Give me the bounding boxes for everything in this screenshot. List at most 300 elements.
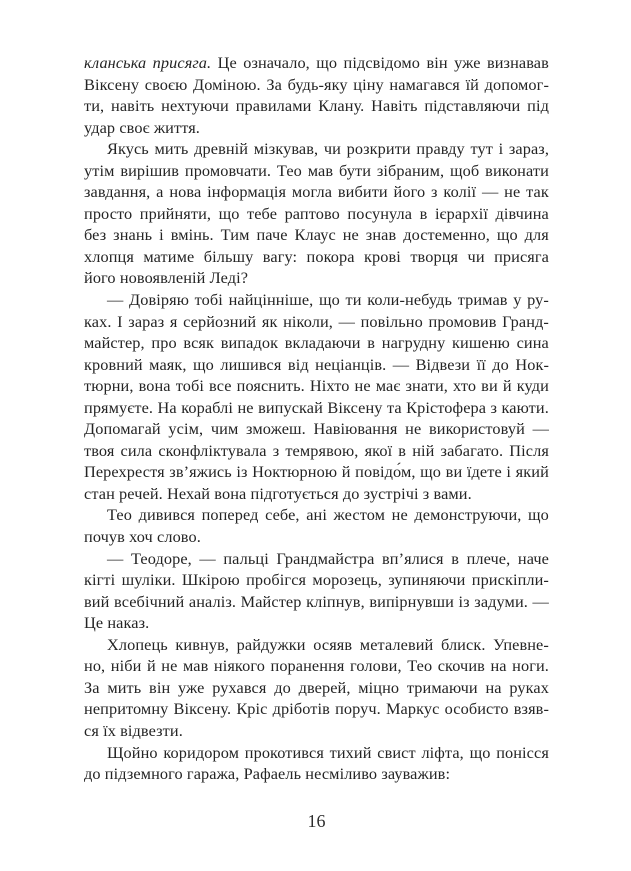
text-word: лишився <box>220 354 282 374</box>
text-word: І <box>117 311 123 331</box>
text-line <box>84 311 549 333</box>
text-word: визнавав <box>486 53 549 72</box>
text-word: ієрархії <box>434 203 488 223</box>
text-line <box>84 720 549 742</box>
text-line <box>84 526 549 548</box>
text-word: тебе <box>247 203 278 223</box>
text-word: — <box>532 591 549 611</box>
page-number: 16 <box>307 811 326 831</box>
text-word: вагу: <box>262 246 298 266</box>
text-word: — <box>392 354 410 374</box>
text-word: завдання, <box>84 182 151 202</box>
text-word: поранення <box>270 656 345 676</box>
text-word: я <box>169 311 178 331</box>
text-word: всяк <box>183 333 215 353</box>
text-word: ніби <box>110 656 142 676</box>
text-word: до <box>274 677 291 697</box>
text-word: на <box>485 677 502 697</box>
text-word: вп’ялися <box>381 548 444 568</box>
text-line <box>84 160 549 182</box>
text-word: поруч. <box>335 699 381 719</box>
text-word: має <box>375 376 401 396</box>
text-word: й <box>341 462 351 482</box>
text-word: мав <box>307 160 334 180</box>
text-word: та <box>386 397 402 417</box>
text-line <box>84 332 549 354</box>
text-word: для <box>524 225 549 245</box>
text-word: повідо́м, <box>355 462 416 482</box>
text-word: шуліки. <box>121 570 176 590</box>
text-line <box>84 117 549 139</box>
text-word: чим <box>210 419 239 439</box>
text-word: ліфта, <box>421 742 464 762</box>
text-word: — <box>107 290 124 310</box>
text-word: — <box>481 182 499 202</box>
text-word: використовуй <box>428 419 525 439</box>
text-word: свист <box>377 742 416 762</box>
text-word: Навіювання <box>313 419 398 439</box>
text-word: в <box>451 548 459 568</box>
text-word: За <box>84 677 100 697</box>
text-word: хто <box>453 376 477 396</box>
text-word: уже <box>454 53 481 72</box>
text-word: маяк, <box>149 354 187 374</box>
text-word: випірнувши <box>369 591 454 611</box>
text-line <box>84 354 549 376</box>
text-word: випускай <box>258 397 323 417</box>
text-line <box>84 569 549 591</box>
text-word: Після <box>509 440 549 460</box>
text-word: ках. <box>84 311 112 331</box>
text-line <box>84 763 549 785</box>
text-word: зможеш. <box>246 419 306 439</box>
text-word: коли-небудь <box>367 290 453 310</box>
text-word: будь-яку <box>287 74 348 94</box>
text-word: достеменно, <box>403 225 490 245</box>
text-word: з <box>431 182 438 202</box>
text-word: ціну <box>353 74 384 94</box>
text-word: утім <box>84 160 115 180</box>
text-word: голови, <box>350 656 402 676</box>
text-word: інформація <box>207 182 287 202</box>
text-line <box>84 246 549 268</box>
text-word: На <box>157 397 177 417</box>
text-word: Довіряю <box>129 290 189 310</box>
text-word: і <box>159 225 164 245</box>
text-word: про <box>151 333 177 353</box>
paragraph <box>84 289 549 504</box>
text-line <box>84 634 549 656</box>
text-word: правилами <box>235 96 312 116</box>
text-word: ніколи, <box>283 311 333 331</box>
text-word: кігті <box>84 570 116 590</box>
text-line <box>84 504 549 526</box>
paragraph <box>84 742 549 785</box>
text-word: металевий <box>359 634 434 654</box>
text-word: під <box>527 96 549 116</box>
text-word: раптово <box>284 203 340 223</box>
text-word: пробігся <box>246 570 307 590</box>
text-word: тюрни, <box>84 376 134 396</box>
text-word: зупиняючи <box>388 570 466 590</box>
text-line <box>84 95 549 117</box>
text-word: так <box>526 182 549 202</box>
text-word: древній <box>194 139 249 159</box>
text-word: тримаючи <box>406 677 478 697</box>
text-word: Допомагай <box>84 419 161 439</box>
text-word: вибити <box>337 182 388 202</box>
paragraph <box>84 548 549 634</box>
text-word: щоб <box>450 160 480 180</box>
text-line <box>84 548 549 570</box>
text-word: но, <box>84 656 106 676</box>
text-word: особисто <box>444 699 509 719</box>
paragraph <box>84 504 549 547</box>
text-word: Гранд- <box>502 311 549 331</box>
text-word: правду <box>416 139 465 159</box>
text-word: не <box>342 225 359 245</box>
page-text <box>84 52 549 785</box>
text-word: Відвези <box>415 354 471 374</box>
text-word: що <box>193 354 214 374</box>
text-word: нагрудну <box>381 333 446 353</box>
text-word: поперед <box>201 505 259 525</box>
text-word: паче <box>256 225 288 245</box>
text-word: Тео <box>107 505 132 525</box>
text-word: із <box>236 462 248 482</box>
text-word: не <box>161 656 178 676</box>
text-line <box>84 397 549 419</box>
text-word: себе, <box>265 505 300 525</box>
text-word: виконати <box>485 160 549 180</box>
text-line <box>84 224 549 246</box>
text-line <box>84 591 549 613</box>
text-word: рухався <box>212 677 267 697</box>
text-word: знати, <box>405 376 448 396</box>
text-word: Ніхто <box>309 376 350 396</box>
text-word: Віксену <box>327 397 383 417</box>
text-word: куди <box>516 376 549 396</box>
text-word: їй <box>465 74 479 94</box>
text-word: плече, <box>466 548 511 568</box>
text-word: прямуєте. <box>84 397 154 417</box>
text-word: кивнув, <box>175 634 230 654</box>
text-word: найцінніше, <box>228 290 314 310</box>
text-word: сила <box>120 440 153 460</box>
text-word: Кріс <box>236 699 268 719</box>
text-line <box>84 677 549 699</box>
text-word: зараз, <box>508 139 549 159</box>
text-word: підсвідомо <box>343 53 421 72</box>
text-word: Хлопець <box>107 634 168 654</box>
text-word: мить <box>154 139 189 159</box>
text-word: жестом <box>333 505 386 525</box>
text-word: мить <box>107 677 142 697</box>
text-word: не <box>504 182 521 202</box>
text-word: Навіть <box>371 96 418 116</box>
text-line <box>84 181 549 203</box>
text-run: удар своє життя. <box>84 117 200 137</box>
text-word: ній <box>412 440 435 460</box>
text-word: могла <box>291 182 333 202</box>
text-word: — <box>532 419 549 439</box>
text-word: їдете <box>466 462 502 482</box>
paragraph <box>84 138 549 289</box>
text-word: Клаус <box>294 225 336 245</box>
text-word: уже <box>178 677 205 697</box>
paragraph <box>84 634 549 742</box>
text-word: сконфліктувала <box>158 440 267 460</box>
text-word: творця <box>410 246 459 266</box>
text-word: ноги. <box>512 656 549 676</box>
text-word: Тео <box>276 160 302 180</box>
text-word: Віксену. <box>173 699 232 719</box>
text-word: чи <box>467 246 485 266</box>
text-word: кліпнув, <box>306 591 365 611</box>
text-word: всебічний <box>114 591 185 611</box>
text-run: до підземного гаража, Рафаель несміливо зауважив: <box>84 764 451 784</box>
text-word: промовив <box>428 311 497 331</box>
text-line <box>84 74 549 96</box>
text-word: що <box>420 462 442 482</box>
text-word: зараз <box>128 311 165 331</box>
text-word: покора <box>306 246 355 266</box>
text-word: повільно <box>360 311 423 331</box>
text-word: підставляючи <box>424 96 521 116</box>
paragraph <box>84 52 549 138</box>
text-run: Це наказ. <box>84 613 150 633</box>
text-word: який <box>515 462 549 482</box>
text-word: забагато. <box>440 440 504 460</box>
text-word: міцно <box>358 677 400 697</box>
text-word: крові <box>364 246 401 266</box>
text-word: його <box>393 182 426 202</box>
text-word: своєю <box>144 74 188 94</box>
text-word: з <box>272 440 280 460</box>
text-word: Клану. <box>318 96 365 116</box>
text-word: матиме <box>143 246 195 266</box>
text-word: у <box>513 290 522 310</box>
text-word: дріботів <box>272 699 330 719</box>
text-word: пояснить. <box>236 376 305 396</box>
text-word: ви <box>445 462 463 482</box>
text-word: випадок <box>220 333 279 353</box>
text-line <box>84 138 549 160</box>
text-word: тут <box>470 139 493 159</box>
text-word: присяга. <box>152 53 212 72</box>
text-word: вона <box>138 376 171 396</box>
text-word: допомог- <box>484 74 549 94</box>
text-word: задуми. <box>474 591 528 611</box>
text-word: і <box>498 139 504 159</box>
text-word: в <box>419 203 428 223</box>
text-word: що <box>218 203 240 223</box>
text-word: промовчати. <box>184 160 272 180</box>
text-word: він <box>149 677 171 697</box>
text-word: блиск. <box>440 634 486 654</box>
text-word: нова <box>169 182 202 202</box>
text-word: усім, <box>168 419 204 439</box>
text-word: наче <box>517 548 549 568</box>
text-line <box>84 418 549 440</box>
text-word: Якусь <box>107 139 149 159</box>
text-word: мізкував, <box>253 139 319 159</box>
text-word: понісся <box>496 742 549 762</box>
text-word: дверей, <box>298 677 351 697</box>
text-word: якої <box>364 440 393 460</box>
text-word: й <box>502 376 512 396</box>
text-word: не <box>237 397 254 417</box>
text-word: просто <box>84 203 133 223</box>
text-word: морозець, <box>312 570 382 590</box>
text-word: намагався <box>389 74 460 94</box>
text-word: — <box>107 548 124 568</box>
text-word: осяяв <box>313 634 353 654</box>
text-word: Грандмайстра <box>276 548 375 568</box>
text-word: присяга <box>494 246 549 266</box>
text-word: непритомну <box>84 699 169 719</box>
text-word: Маркус <box>385 699 440 719</box>
text-word: сина <box>516 333 549 353</box>
text-word: кровний <box>84 354 143 374</box>
text-word: — <box>338 311 355 331</box>
text-word: Майстер <box>240 591 302 611</box>
text-word: знань <box>113 225 153 245</box>
text-word: до <box>492 354 509 374</box>
text-word: ти <box>345 290 362 310</box>
text-word: чи <box>323 139 341 159</box>
text-word: тихий <box>329 742 372 762</box>
text-word: Перехрестя <box>84 462 165 482</box>
text-word: все <box>209 376 232 396</box>
text-word: що <box>316 53 338 72</box>
text-word: мав <box>182 656 209 676</box>
text-word: каюти. <box>501 397 549 417</box>
text-word: навіть <box>111 96 155 116</box>
text-word: нехтуючи <box>161 96 229 116</box>
text-word: вирішив <box>120 160 180 180</box>
text-word: що <box>319 290 340 310</box>
text-word: кишеню <box>452 333 510 353</box>
text-word: пальці <box>223 548 269 568</box>
text-word: що <box>528 505 549 525</box>
text-word: а <box>156 182 164 202</box>
text-word: Щойно <box>107 742 158 762</box>
text-word: дивився <box>138 505 195 525</box>
text-run: почув хоч слово. <box>84 527 201 547</box>
text-word: майстер, <box>84 333 145 353</box>
text-run: його новоявленій Леді? <box>84 268 249 288</box>
text-word: прокотився <box>244 742 324 762</box>
text-word: з <box>490 397 498 417</box>
text-word: взяв- <box>513 699 549 719</box>
text-line <box>84 52 549 74</box>
text-word: й <box>146 656 156 676</box>
text-word: в <box>367 333 376 353</box>
text-word: Тим <box>220 225 250 245</box>
text-line <box>84 289 549 311</box>
text-word: вий <box>84 591 110 611</box>
text-word: колії <box>443 182 477 202</box>
text-word: її <box>476 354 486 374</box>
text-word: ру- <box>527 290 549 310</box>
text-word: райдужки <box>236 634 306 654</box>
text-word: Нок- <box>515 354 549 374</box>
text-word: зібраним, <box>376 160 445 180</box>
text-word: вкладаючи <box>284 333 361 353</box>
text-word: зв’яжись <box>169 462 232 482</box>
text-word: тримав <box>457 290 508 310</box>
text-word: як <box>261 311 278 331</box>
text-word: вмінь. <box>170 225 214 245</box>
text-line <box>84 375 549 397</box>
text-word: ніякого <box>213 656 265 676</box>
text-run: стан речей. Нехай вона підготується до зустрічі з вами. <box>84 483 472 503</box>
text-word: Доміною. <box>193 74 261 94</box>
text-word: скочив <box>437 656 485 676</box>
text-word: із <box>458 591 470 611</box>
text-word: демонструючи, <box>414 505 522 525</box>
text-line <box>84 267 549 289</box>
text-word: За <box>266 74 282 94</box>
text-word: без <box>84 225 107 245</box>
text-line <box>84 203 549 225</box>
text-word: дівчина <box>495 203 549 223</box>
text-word: Віксену <box>84 74 140 94</box>
text-word: руках <box>509 677 549 697</box>
text-word: серйозний <box>183 311 257 331</box>
text-word: означало, <box>243 53 310 72</box>
text-word: тобі <box>175 376 204 396</box>
text-line <box>84 483 549 505</box>
text-word: і <box>506 462 512 482</box>
text-word: твоя <box>84 440 115 460</box>
text-word: — <box>199 548 216 568</box>
text-line <box>84 698 549 720</box>
text-word: на <box>490 656 507 676</box>
text-word: що <box>496 225 518 245</box>
text-word: тобі <box>194 290 223 310</box>
text-word: від <box>287 354 309 374</box>
text-word: більшу <box>203 246 254 266</box>
text-word: ані <box>306 505 327 525</box>
text-line <box>84 461 549 483</box>
text-word: прискіпли- <box>471 570 549 590</box>
text-word: розкрити <box>346 139 411 159</box>
text-word: Тео <box>407 656 433 676</box>
text-word: Це <box>217 53 237 72</box>
text-line <box>84 655 549 677</box>
text-word: бути <box>339 160 372 180</box>
text-word: кланська <box>84 53 147 72</box>
text-word: Крістофера <box>406 397 487 417</box>
text-line <box>84 742 549 764</box>
text-word: Ноктюрною <box>252 462 338 482</box>
text-word: не <box>391 505 408 525</box>
text-word: він <box>426 53 448 72</box>
text-word: прийняти, <box>139 203 212 223</box>
text-word: хлопця <box>84 246 134 266</box>
text-word: коридором <box>163 742 240 762</box>
text-word: Шкірою <box>181 570 240 590</box>
text-word: що <box>469 742 491 762</box>
text-word: неціанців. <box>315 354 387 374</box>
text-word: не <box>405 419 422 439</box>
text-run: ся їх відвезти. <box>84 720 183 740</box>
text-word: знав <box>365 225 397 245</box>
text-word: ви <box>481 376 498 396</box>
text-word: аналіз. <box>188 591 237 611</box>
